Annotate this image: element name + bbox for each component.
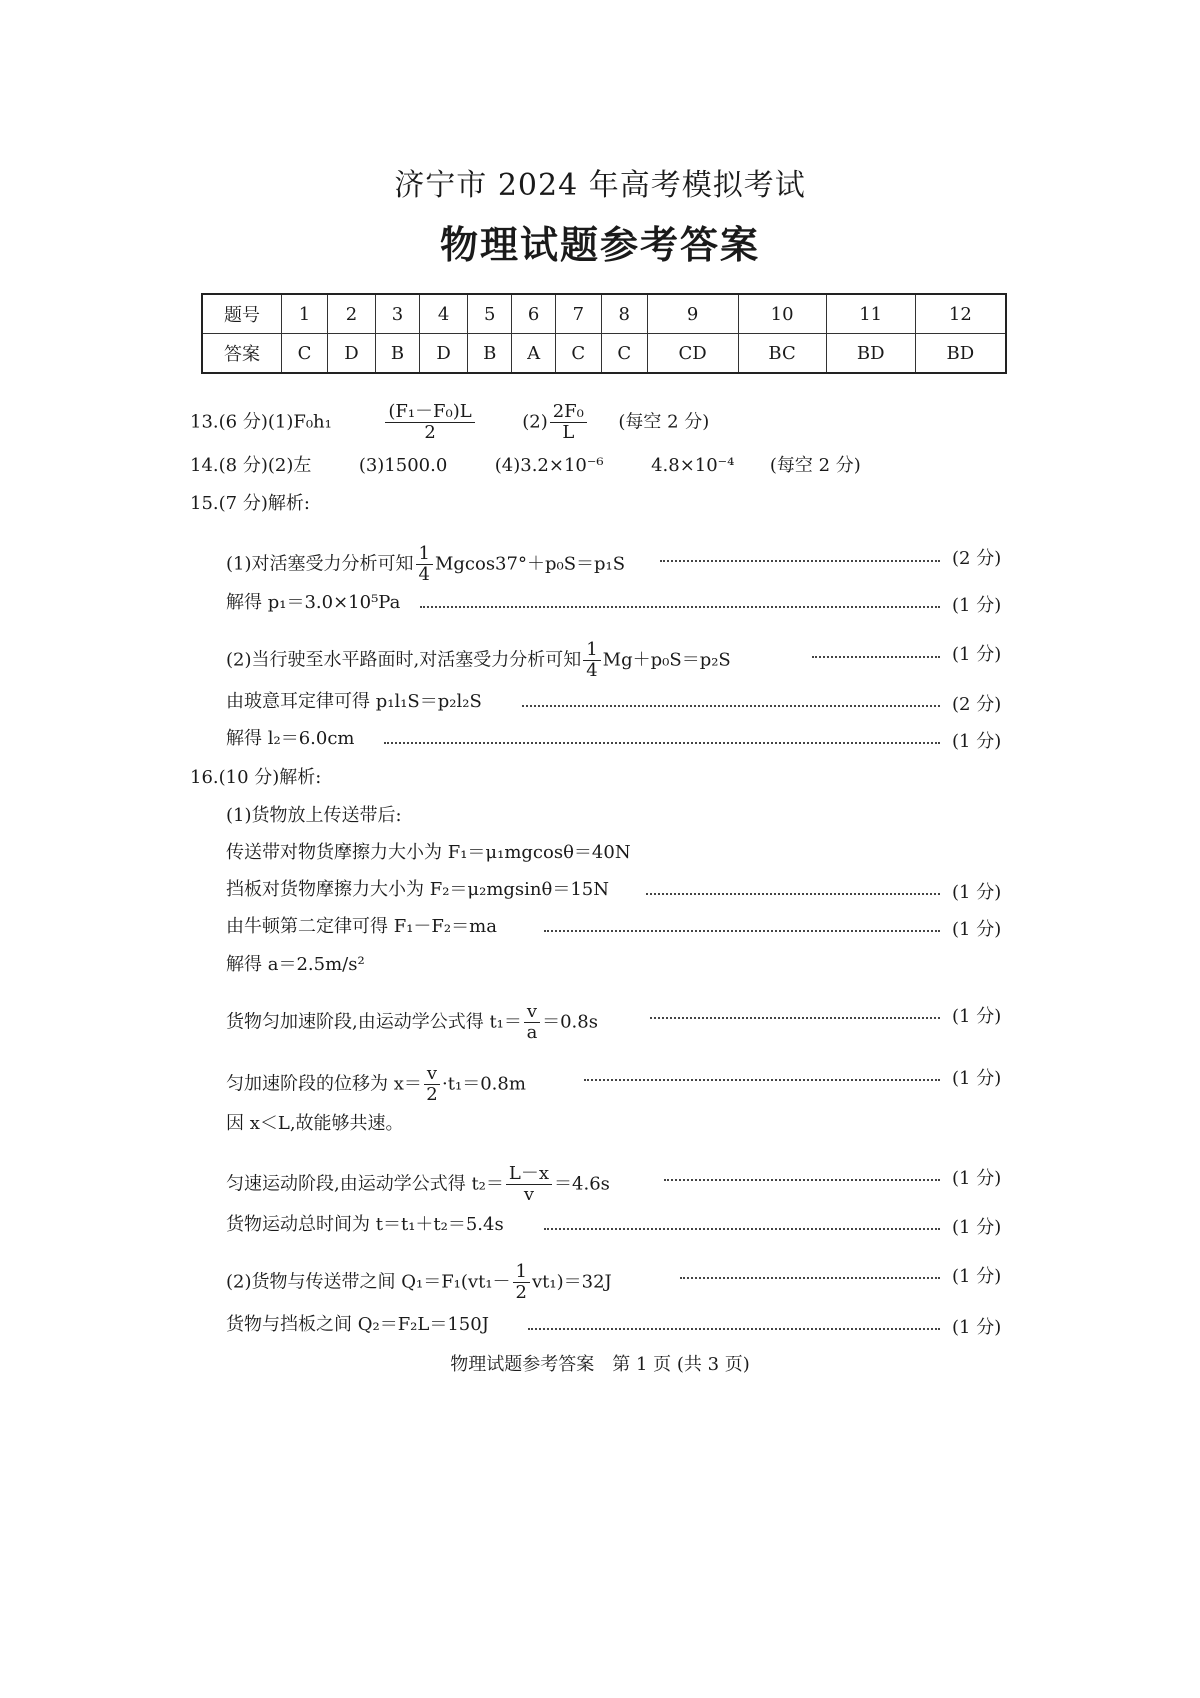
answer-table-answer-row bbox=[202, 334, 1006, 374]
q15-line-1 bbox=[226, 544, 625, 585]
leader-dots bbox=[660, 560, 940, 562]
q13-fraction-2 bbox=[550, 402, 587, 443]
question-number: 9 bbox=[647, 294, 738, 334]
fraction bbox=[424, 1064, 440, 1105]
line-text: 匀加速阶段的位移为 x＝ bbox=[226, 1073, 422, 1095]
points-label: (1 分) bbox=[952, 1068, 1002, 1089]
line-text: (2)货物与传送带之间 Q₁＝F₁(vt₁－ bbox=[226, 1271, 511, 1293]
question-number: 2 bbox=[327, 294, 375, 334]
fraction-numerator: v bbox=[424, 1064, 440, 1085]
question-number: 10 bbox=[738, 294, 826, 334]
q16-line-10: 货物运动总时间为 t＝t₁＋t₂＝5.4s bbox=[226, 1214, 504, 1235]
fraction-numerator: 1 bbox=[416, 544, 433, 565]
leader-dots bbox=[528, 1328, 940, 1330]
answer-cell: C bbox=[555, 334, 601, 374]
fraction-numerator: 1 bbox=[583, 640, 600, 661]
fraction bbox=[506, 1164, 552, 1205]
q16-line-12: 货物与挡板之间 Q₂＝F₂L＝150J bbox=[226, 1314, 489, 1335]
page-footer: 物理试题参考答案 第 1 页 (共 3 页) bbox=[450, 1354, 750, 1375]
q14-part4-second: 4.8×10⁻⁴ bbox=[651, 455, 735, 476]
fraction-denominator: L bbox=[562, 422, 575, 443]
leader-dots bbox=[522, 705, 940, 707]
answer-cell: CD bbox=[647, 334, 738, 374]
table-answer-label: 答案 bbox=[202, 334, 282, 374]
q15-line-3 bbox=[226, 640, 731, 681]
answer-cell: C bbox=[282, 334, 328, 374]
answer-cell: B bbox=[375, 334, 419, 374]
q15-line-5: 解得 l₂＝6.0cm bbox=[226, 728, 355, 749]
leader-dots bbox=[664, 1179, 940, 1181]
answer-cell: D bbox=[327, 334, 375, 374]
line-text: ·t₁＝0.8m bbox=[442, 1073, 526, 1095]
answer-cell: B bbox=[468, 334, 512, 374]
line-text: (1)对活塞受力分析可知 bbox=[226, 553, 414, 575]
answer-table-header-row bbox=[202, 294, 1006, 334]
points-label: (1 分) bbox=[952, 882, 1002, 903]
q14-head: 14.(8 分)(2)左 bbox=[190, 455, 312, 476]
line-text: 匀速运动阶段,由运动学公式得 t₂＝ bbox=[226, 1173, 504, 1195]
question-number: 1 bbox=[282, 294, 328, 334]
points-label: (1 分) bbox=[952, 1006, 1002, 1027]
question-number: 11 bbox=[826, 294, 915, 334]
leader-dots bbox=[384, 742, 940, 744]
line-text: Mg＋p₀S＝p₂S bbox=[602, 649, 731, 671]
question-number: 6 bbox=[512, 294, 556, 334]
q16-line-6 bbox=[226, 1002, 598, 1043]
points-label: (1 分) bbox=[952, 919, 1002, 940]
q16-line-4: 由牛顿第二定律可得 F₁－F₂＝ma bbox=[226, 916, 497, 937]
q13-fraction-1 bbox=[385, 402, 474, 443]
points-label: (1 分) bbox=[952, 731, 1002, 752]
fraction-numerator: L－x bbox=[506, 1164, 552, 1185]
answer-cell: D bbox=[420, 334, 468, 374]
points-label: (1 分) bbox=[952, 1168, 1002, 1189]
fraction-denominator: 2 bbox=[424, 422, 436, 443]
q13-head: 13.(6 分)(1)F₀h₁ bbox=[190, 411, 332, 433]
q15-line-2: 解得 p₁＝3.0×10⁵Pa bbox=[226, 592, 401, 613]
q16-line-5: 解得 a＝2.5m/s² bbox=[226, 954, 365, 975]
fraction bbox=[583, 640, 600, 681]
points-label: (1 分) bbox=[952, 1317, 1002, 1338]
question-number: 7 bbox=[555, 294, 601, 334]
answer-cell: C bbox=[601, 334, 647, 374]
q16-line-1: (1)货物放上传送带后: bbox=[226, 805, 402, 826]
q13-part2: (2) bbox=[522, 411, 548, 433]
fraction-numerator: (F₁－F₀)L bbox=[385, 402, 474, 423]
q16-head: 16.(10 分)解析: bbox=[190, 767, 322, 788]
fraction-denominator: 2 bbox=[426, 1084, 438, 1105]
fraction-numerator: 2F₀ bbox=[550, 402, 587, 423]
q16-line-2: 传送带对物货摩擦力大小为 F₁＝μ₁mgcosθ＝40N bbox=[226, 842, 631, 863]
q16-line-7 bbox=[226, 1064, 526, 1105]
line-text: (2)当行驶至水平路面时,对活塞受力分析可知 bbox=[226, 649, 582, 671]
page-title: 物理试题参考答案 bbox=[439, 223, 760, 267]
fraction-denominator: 4 bbox=[586, 660, 598, 681]
leader-dots bbox=[650, 1017, 940, 1019]
line-text: ＝0.8s bbox=[542, 1011, 598, 1033]
leader-dots bbox=[420, 606, 940, 608]
q14-line bbox=[190, 454, 861, 478]
leader-dots bbox=[544, 930, 940, 932]
points-label: (2 分) bbox=[952, 694, 1002, 715]
q16-line-3: 挡板对货物摩擦力大小为 F₂＝μ₂mgsinθ＝15N bbox=[226, 879, 610, 900]
answer-cell: BD bbox=[826, 334, 915, 374]
answer-cell: BC bbox=[738, 334, 826, 374]
fraction-denominator: a bbox=[526, 1022, 538, 1043]
fraction-denominator: 2 bbox=[515, 1282, 527, 1303]
q16-line-9 bbox=[226, 1164, 610, 1205]
answer-table bbox=[201, 293, 1007, 374]
leader-dots bbox=[680, 1277, 940, 1279]
fraction-numerator: 1 bbox=[513, 1262, 530, 1283]
leader-dots bbox=[584, 1079, 940, 1081]
answer-cell: A bbox=[512, 334, 556, 374]
q16-line-8: 因 x＜L,故能够共速。 bbox=[226, 1113, 404, 1134]
fraction bbox=[524, 1002, 540, 1043]
q14-part3: (3)1500.0 bbox=[358, 455, 448, 476]
q16-line-11 bbox=[226, 1262, 612, 1303]
q13-line bbox=[190, 402, 709, 443]
q14-note: (每空 2 分) bbox=[769, 455, 861, 476]
q15-head: 15.(7 分)解析: bbox=[190, 493, 310, 514]
q15-line-4: 由玻意耳定律可得 p₁l₁S＝p₂l₂S bbox=[226, 691, 482, 712]
question-number: 3 bbox=[375, 294, 419, 334]
leader-dots bbox=[544, 1228, 940, 1230]
leader-dots bbox=[646, 893, 940, 895]
points-label: (1 分) bbox=[952, 1266, 1002, 1287]
question-number: 5 bbox=[468, 294, 512, 334]
line-text: 货物匀加速阶段,由运动学公式得 t₁＝ bbox=[226, 1011, 522, 1033]
fraction bbox=[416, 544, 433, 585]
line-text: vt₁)＝32J bbox=[532, 1271, 612, 1293]
question-number: 8 bbox=[601, 294, 647, 334]
table-header-label: 题号 bbox=[202, 294, 282, 334]
fraction-denominator: v bbox=[523, 1184, 535, 1205]
fraction bbox=[513, 1262, 530, 1303]
fraction-denominator: 4 bbox=[418, 564, 430, 585]
fraction-numerator: v bbox=[524, 1002, 540, 1023]
points-label: (1 分) bbox=[952, 644, 1002, 665]
points-label: (1 分) bbox=[952, 1217, 1002, 1238]
leader-dots bbox=[812, 656, 940, 658]
question-number: 12 bbox=[915, 294, 1006, 334]
q14-part4: (4)3.2×10⁻⁶ bbox=[494, 455, 604, 476]
points-label: (1 分) bbox=[952, 595, 1002, 616]
points-label: (2 分) bbox=[952, 548, 1002, 569]
exam-subtitle: 济宁市 2024 年高考模拟考试 bbox=[394, 168, 806, 203]
q13-note: (每空 2 分) bbox=[618, 411, 710, 433]
line-text: Mgcos37°＋p₀S＝p₁S bbox=[434, 553, 626, 575]
question-number: 4 bbox=[420, 294, 468, 334]
answer-cell: BD bbox=[915, 334, 1006, 374]
line-text: ＝4.6s bbox=[554, 1173, 610, 1195]
